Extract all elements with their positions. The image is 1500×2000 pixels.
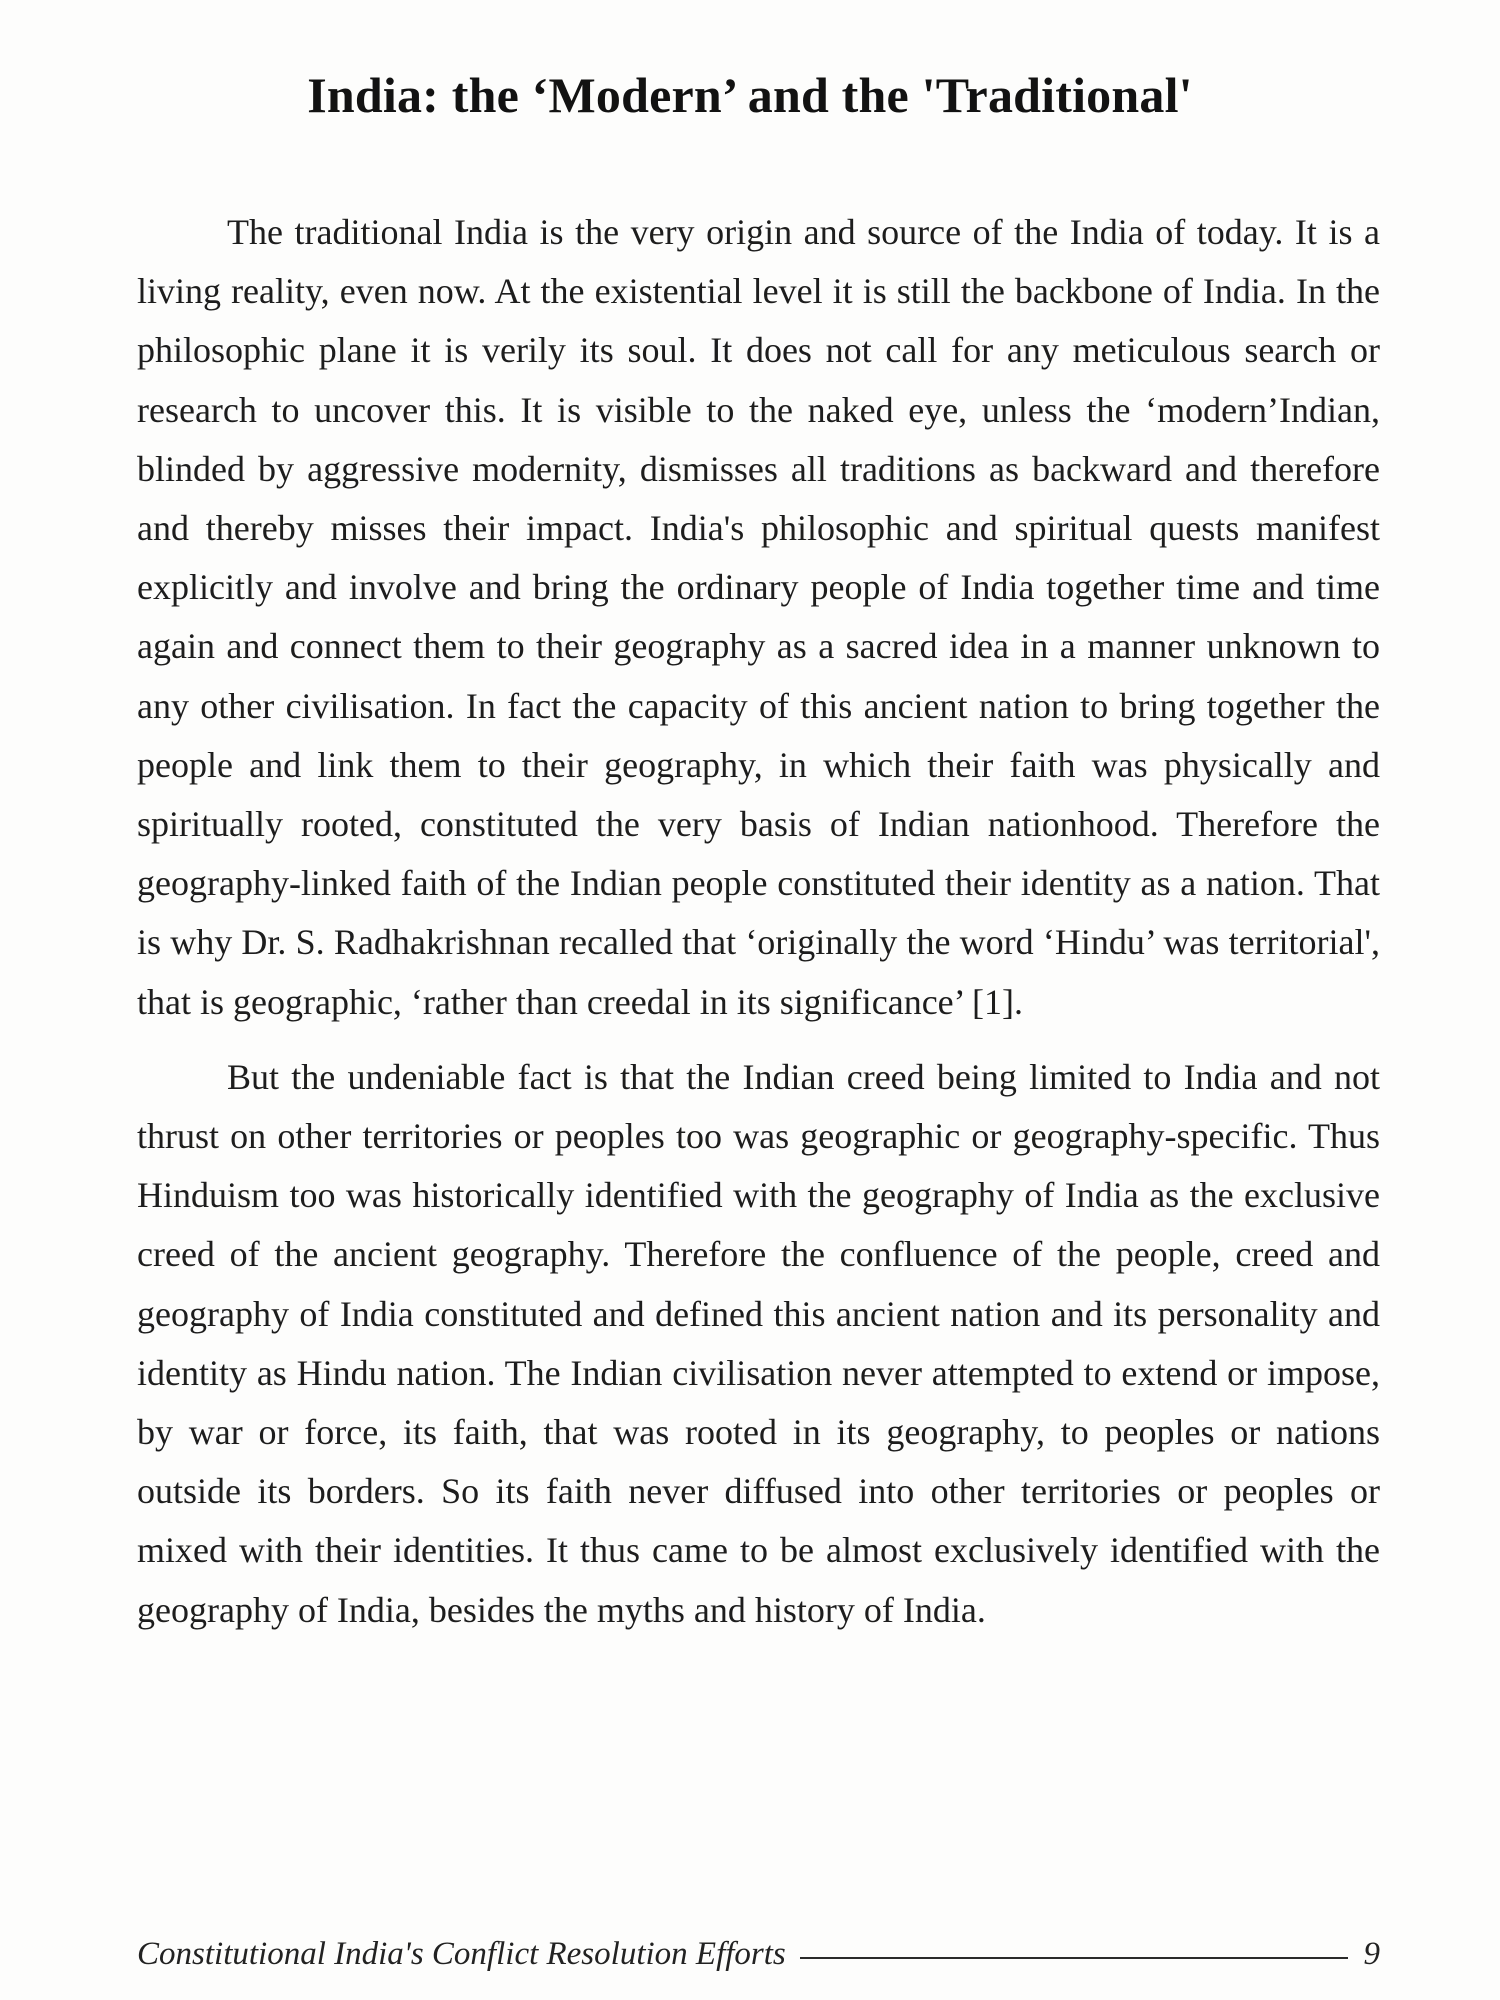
paragraph-2: But the undeniable fact is that the Indian creed being limited to India and not thrust on other territories or peoples too was geographic or geography-specific. Thus Hinduism too was historically identified with the geography of India as the exclusive creed of the ancient geography. Therefore the confluence of the people, creed and geography of India constituted and defined this ancient nation and its personality and identity as Hindu nation. The Indian civilisation never attempted to extend or impose, by war or force, its faith, that was rooted in its geography, to peoples or nations outside its borders. So its faith never diffused into other territories or peoples or mixed with their identities. It thus came to be almost exclusively identified with the geography of India, besides the myths and history of India. [137, 1056, 1380, 1630]
page-number: 9 [1363, 1935, 1380, 1972]
page-footer [137, 1932, 1380, 1976]
chapter-title: India: the ‘Modern’ and the 'Traditional' [307, 67, 1193, 123]
body-text [137, 203, 1380, 1640]
footer-book-title: Constitutional India's Conflict Resolution Efforts [137, 1935, 786, 1972]
footer-rule [800, 1957, 1348, 1959]
paragraph-1: The traditional India is the very origin and source of the India of today. It is a living reality, even now. At the existential level it is still the backbone of India. In the philosophic plane it is verily its soul. It does not call for any meticulous search or research to uncover this. It is visible to the naked eye, unless the ‘modern’Indian, blinded by aggressive modernity, dismisses all traditions as backward and therefore and thereby misses their impact. India's philosophic and spiritual quests manifest explicitly and involve and bring the ordinary people of India together time and time again and connect them to their geography as a sacred idea in a manner unknown to any other civilisation. In fact the capacity of this ancient nation to bring together the people and link them to their geography, in which their faith was physically and spiritually rooted, constituted the very basis of Indian nationhood. Therefore the geography-linked faith of the Indian people constituted their identity as a nation. That is why Dr. S. Radhakrishnan recalled that ‘originally the word ‘Hindu’ was territorial', that is geographic, ‘rather than creedal in its significance’ [1]. [137, 212, 1380, 1022]
